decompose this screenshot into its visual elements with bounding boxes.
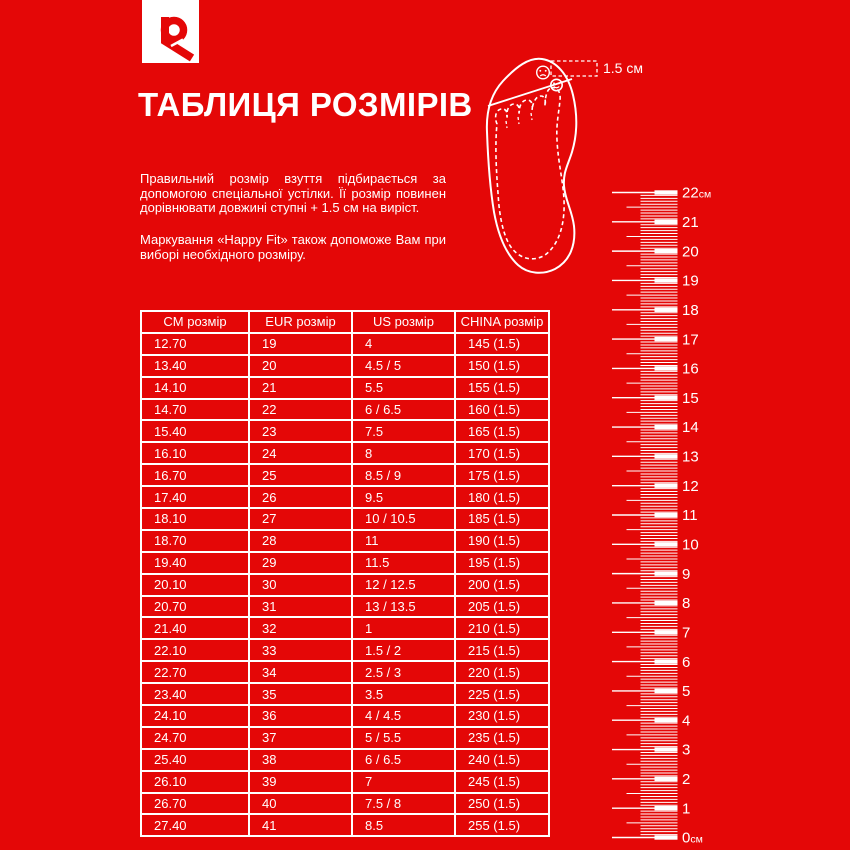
table-cell: 29 bbox=[249, 552, 352, 574]
insole-outline bbox=[487, 59, 576, 273]
table-cell: 20.70 bbox=[141, 596, 249, 618]
table-cell: 145 (1.5) bbox=[455, 333, 549, 355]
table-cell: 150 (1.5) bbox=[455, 355, 549, 377]
table-cell: 26 bbox=[249, 486, 352, 508]
table-row bbox=[141, 377, 549, 399]
table-row bbox=[141, 683, 549, 705]
ruler-cm-bar bbox=[655, 425, 678, 429]
measure-label: 1.5 см bbox=[603, 60, 643, 76]
table-cell: 7.5 bbox=[352, 420, 455, 442]
ruler-label: 0см bbox=[682, 829, 703, 847]
table-cell: 4 / 4.5 bbox=[352, 705, 455, 727]
ruler-label: 16 bbox=[682, 360, 699, 378]
table-cell: 9.5 bbox=[352, 486, 455, 508]
table-cell: 205 (1.5) bbox=[455, 596, 549, 618]
table-row bbox=[141, 508, 549, 530]
table-row bbox=[141, 464, 549, 486]
table-cell: 39 bbox=[249, 771, 352, 793]
ruler-label: 5 bbox=[682, 683, 691, 701]
ruler-label: 10 bbox=[682, 536, 699, 554]
table-cell: 19.40 bbox=[141, 552, 249, 574]
table-cell: 13 / 13.5 bbox=[352, 596, 455, 618]
table-cell: 4 bbox=[352, 333, 455, 355]
table-cell: 23 bbox=[249, 420, 352, 442]
table-row bbox=[141, 355, 549, 377]
ruler-label: 14 bbox=[682, 419, 699, 437]
column-header-us: US розмір bbox=[352, 311, 455, 333]
table-cell: 35 bbox=[249, 683, 352, 705]
table-row bbox=[141, 486, 549, 508]
table-row bbox=[141, 552, 549, 574]
ruler-cm-bar bbox=[655, 337, 678, 341]
table-cell: 32 bbox=[249, 617, 352, 639]
table-cell: 41 bbox=[249, 814, 352, 836]
table-cell: 11.5 bbox=[352, 552, 455, 574]
ruler-cm-bar bbox=[655, 454, 678, 458]
table-cell: 14.10 bbox=[141, 377, 249, 399]
table-cell: 36 bbox=[249, 705, 352, 727]
table-cell: 21 bbox=[249, 377, 352, 399]
ruler-cm-bar bbox=[655, 190, 678, 194]
column-header-eur: EUR розмір bbox=[249, 311, 352, 333]
column-header-china: CHINA розмір bbox=[455, 311, 549, 333]
table-row bbox=[141, 596, 549, 618]
measure-dashed-box bbox=[551, 61, 597, 76]
table-cell: 30 bbox=[249, 574, 352, 596]
table-row bbox=[141, 617, 549, 639]
ruler-label: 11 bbox=[682, 507, 698, 525]
table-cell: 6 / 6.5 bbox=[352, 749, 455, 771]
table-cell: 8.5 / 9 bbox=[352, 464, 455, 486]
table-cell: 20 bbox=[249, 355, 352, 377]
ruler-label: 2 bbox=[682, 771, 691, 789]
table-cell: 170 (1.5) bbox=[455, 442, 549, 464]
table-cell: 24 bbox=[249, 442, 352, 464]
table-cell: 6 / 6.5 bbox=[352, 399, 455, 421]
ruler-label: 7 bbox=[682, 624, 691, 642]
ruler-cm-bar bbox=[655, 396, 678, 400]
table-cell: 5 / 5.5 bbox=[352, 727, 455, 749]
table-row bbox=[141, 442, 549, 464]
ruler-cm-bar bbox=[655, 483, 678, 487]
table-row bbox=[141, 574, 549, 596]
ruler-label: 6 bbox=[682, 653, 691, 671]
ruler-cm-bar bbox=[655, 278, 678, 282]
table-cell: 2.5 / 3 bbox=[352, 661, 455, 683]
table-cell: 160 (1.5) bbox=[455, 399, 549, 421]
table-cell: 22.10 bbox=[141, 639, 249, 661]
table-cell: 250 (1.5) bbox=[455, 793, 549, 815]
ruler-label: 20 bbox=[682, 243, 699, 261]
ruler-label: 1 bbox=[682, 800, 691, 818]
table-cell: 16.10 bbox=[141, 442, 249, 464]
table-cell: 24.70 bbox=[141, 727, 249, 749]
intro-paragraph-2: Маркування «Happy Fit» також допоможе Вам при виборі необхідного розміру. bbox=[140, 232, 446, 262]
table-cell: 235 (1.5) bbox=[455, 727, 549, 749]
ruler-cm-bar bbox=[655, 220, 678, 224]
intro-text bbox=[140, 172, 446, 263]
ruler-label: 13 bbox=[682, 448, 699, 466]
ruler-cm-bar bbox=[655, 249, 678, 253]
table-cell: 31 bbox=[249, 596, 352, 618]
table-cell: 1.5 / 2 bbox=[352, 639, 455, 661]
table-cell: 17.40 bbox=[141, 486, 249, 508]
table-cell: 26.10 bbox=[141, 771, 249, 793]
table-cell: 12 / 12.5 bbox=[352, 574, 455, 596]
table-cell: 18.10 bbox=[141, 508, 249, 530]
table-cell: 24.10 bbox=[141, 705, 249, 727]
ruler-label: 8 bbox=[682, 595, 691, 613]
table-cell: 225 (1.5) bbox=[455, 683, 549, 705]
table-cell: 25 bbox=[249, 464, 352, 486]
table-cell: 3.5 bbox=[352, 683, 455, 705]
table-header-row bbox=[141, 311, 549, 333]
ruler-label: 17 bbox=[682, 331, 699, 349]
table-cell: 255 (1.5) bbox=[455, 814, 549, 836]
table-cell: 7.5 / 8 bbox=[352, 793, 455, 815]
table-cell: 16.70 bbox=[141, 464, 249, 486]
table-cell: 8 bbox=[352, 442, 455, 464]
ruler-cm-bar bbox=[655, 366, 678, 370]
table-cell: 180 (1.5) bbox=[455, 486, 549, 508]
ruler-cm-bar bbox=[655, 601, 678, 605]
table-row bbox=[141, 727, 549, 749]
table-cell: 25.40 bbox=[141, 749, 249, 771]
table-cell: 5.5 bbox=[352, 377, 455, 399]
intro-paragraph-1: Правильний розмір взуття підбирається за допомогою спеціальної устілки. Її розмір повинен дорівнювати довжині ступні + 1.5 см на виріст. bbox=[140, 171, 446, 216]
table-row bbox=[141, 814, 549, 836]
table-cell: 195 (1.5) bbox=[455, 552, 549, 574]
table-cell: 34 bbox=[249, 661, 352, 683]
ruler-cm-bar bbox=[655, 542, 678, 546]
page-title: ТАБЛИЦЯ РОЗМІРІВ bbox=[138, 86, 473, 123]
foot-dashed-outline bbox=[496, 88, 565, 259]
table-cell: 22.70 bbox=[141, 661, 249, 683]
ruler-label: 19 bbox=[682, 272, 699, 290]
reima-logo bbox=[142, 0, 199, 63]
ruler-label: 12 bbox=[682, 477, 699, 495]
ruler-cm-bar bbox=[655, 747, 678, 751]
table-row bbox=[141, 793, 549, 815]
ruler-cm-bar bbox=[655, 513, 678, 517]
table-cell: 190 (1.5) bbox=[455, 530, 549, 552]
ruler-cm-bar bbox=[655, 689, 678, 693]
table-cell: 220 (1.5) bbox=[455, 661, 549, 683]
ruler-label: 9 bbox=[682, 565, 691, 583]
table-cell: 200 (1.5) bbox=[455, 574, 549, 596]
ruler-cm-bar bbox=[655, 777, 678, 781]
table-cell: 11 bbox=[352, 530, 455, 552]
ruler-label: 21 bbox=[682, 214, 699, 232]
toe-joint-marks bbox=[506, 113, 532, 128]
table-row bbox=[141, 530, 549, 552]
table-cell: 215 (1.5) bbox=[455, 639, 549, 661]
ruler-label: 4 bbox=[682, 712, 691, 730]
ruler-label: 15 bbox=[682, 389, 699, 407]
table-cell: 240 (1.5) bbox=[455, 749, 549, 771]
table-cell: 20.10 bbox=[141, 574, 249, 596]
table-cell: 38 bbox=[249, 749, 352, 771]
table-cell: 22 bbox=[249, 399, 352, 421]
table-cell: 18.70 bbox=[141, 530, 249, 552]
reima-r-monogram-icon bbox=[142, 0, 199, 63]
table-cell: 13.40 bbox=[141, 355, 249, 377]
column-header-cm: CM розмір bbox=[141, 311, 249, 333]
table-cell: 37 bbox=[249, 727, 352, 749]
table-row bbox=[141, 420, 549, 442]
ruler-cm-bar bbox=[655, 630, 678, 634]
table-cell: 26.70 bbox=[141, 793, 249, 815]
table-cell: 7 bbox=[352, 771, 455, 793]
table-cell: 12.70 bbox=[141, 333, 249, 355]
table-row bbox=[141, 749, 549, 771]
foot-diagram bbox=[460, 40, 610, 295]
table-cell: 155 (1.5) bbox=[455, 377, 549, 399]
ruler-cm-bar bbox=[655, 806, 678, 810]
ruler-cm-bar bbox=[655, 659, 678, 663]
table-cell: 175 (1.5) bbox=[455, 464, 549, 486]
size-table bbox=[140, 310, 550, 837]
table-cell: 8.5 bbox=[352, 814, 455, 836]
table-cell: 210 (1.5) bbox=[455, 617, 549, 639]
ruler-cm-bar bbox=[655, 835, 678, 839]
table-cell: 28 bbox=[249, 530, 352, 552]
table-cell: 4.5 / 5 bbox=[352, 355, 455, 377]
table-cell: 40 bbox=[249, 793, 352, 815]
table-cell: 1 bbox=[352, 617, 455, 639]
ruler-cm-bar bbox=[655, 571, 678, 575]
table-cell: 33 bbox=[249, 639, 352, 661]
table-cell: 15.40 bbox=[141, 420, 249, 442]
table-row bbox=[141, 333, 549, 355]
table-cell: 165 (1.5) bbox=[455, 420, 549, 442]
ruler-label: 18 bbox=[682, 301, 699, 319]
table-cell: 21.40 bbox=[141, 617, 249, 639]
ruler bbox=[600, 180, 750, 850]
table-cell: 185 (1.5) bbox=[455, 508, 549, 530]
table-row bbox=[141, 639, 549, 661]
table-cell: 27 bbox=[249, 508, 352, 530]
table-cell: 10 / 10.5 bbox=[352, 508, 455, 530]
table-row bbox=[141, 661, 549, 683]
table-row bbox=[141, 399, 549, 421]
table-row bbox=[141, 705, 549, 727]
table-cell: 23.40 bbox=[141, 683, 249, 705]
table-cell: 27.40 bbox=[141, 814, 249, 836]
sad-face-icon bbox=[537, 66, 550, 79]
ruler-label: 22см bbox=[682, 184, 712, 202]
ruler-cm-bar bbox=[655, 308, 678, 312]
table-cell: 245 (1.5) bbox=[455, 771, 549, 793]
ruler-cm-bar bbox=[655, 718, 678, 722]
table-row bbox=[141, 771, 549, 793]
table-cell: 19 bbox=[249, 333, 352, 355]
table-cell: 230 (1.5) bbox=[455, 705, 549, 727]
ruler-label: 3 bbox=[682, 741, 691, 759]
table-cell: 14.70 bbox=[141, 399, 249, 421]
